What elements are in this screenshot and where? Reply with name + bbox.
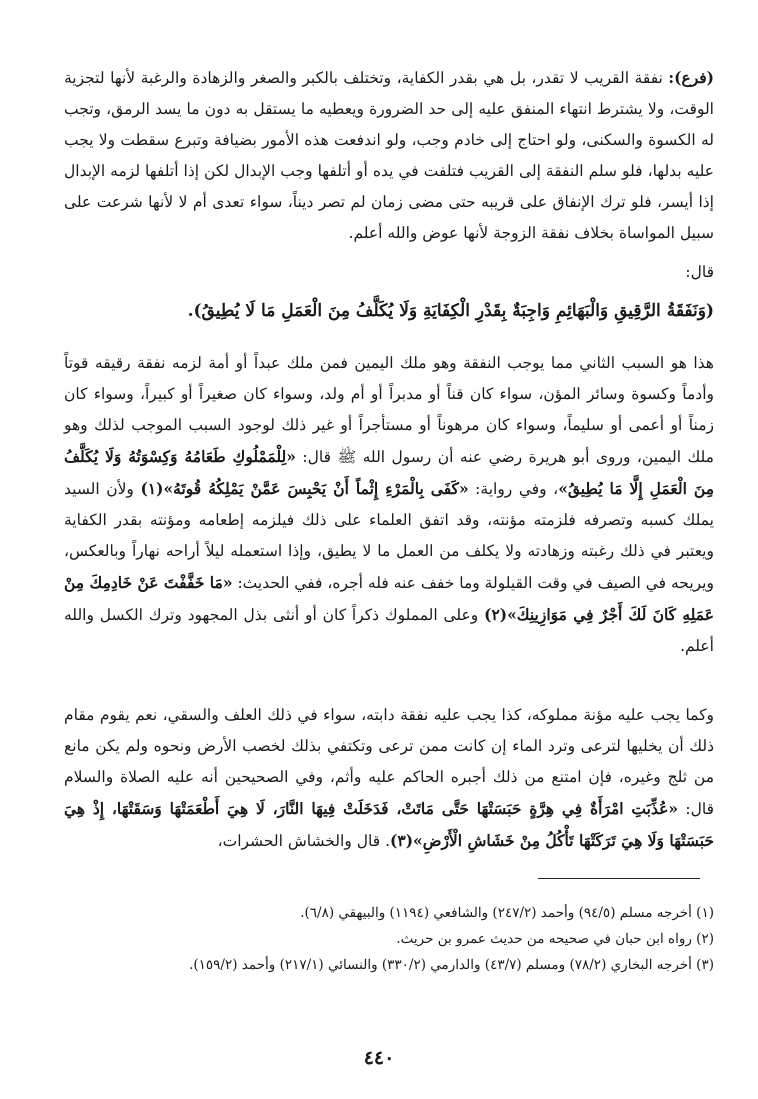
hadith-hirra: «عُذِّبَتِ امْرَأَةٌ فِي هِرَّةٍ حَبَسَتْهَا حَتَّى مَاتَتْ، فَدَخَلَتْ فِيهَا النَّارَ، لَا هِيَ أَطْعَمَتْهَا وَسَقَتْهَا، إِذْ هِيَ حَبَسَتْهَا وَلَا هِيَ تَرَكَتْهَا تَأْكُلُ مِنْ خَشَاشِ الْأَرْضِ»(٣) [64, 799, 714, 850]
hadith-kafa: «كَفَى بِالْمَرْءِ إِثْماً أَنْ يَحْبِسَ عَمَّنْ يَمْلِكُهُ قُوتَهُ»(١) [140, 479, 469, 498]
p2-text-3: ولأن السيد يملك كسبه وتصرفه فلزمته مؤنته، وقد اتفق العلماء على ذلك فيلزمه إطعامه ومؤنته بقدر الكفاية ويعتبر في ذلك رغبته وزهادته ولا يكلف من العمل ما لا يطيق، وإذا استعمله ليلاً أراحه نهاراً وبالعكس، ويريحه في الصيف في وقت القيلولة وما خفف عنه فله أجره، ففي الحديث: [64, 480, 714, 592]
footnote-divider [538, 878, 700, 879]
p2-text-4: وعلى المملوك ذكراً كان أو أنثى بذل المجهود وترك الكسل والله أعلم. [64, 606, 714, 655]
qal-label: قال: [685, 263, 714, 281]
paragraph-animals [64, 700, 714, 857]
footnote-2: (٢) رواه ابن حبان في صحيحه من حديث عمرو بن حريث. [396, 931, 714, 947]
p2-text-2: ، وفي رواية: [468, 480, 559, 498]
p3-text-1: وكما يجب عليه مؤنة مملوكه، كذا يجب عليه نفقة دابته، سواء في ذلك العلف والسقي، نعم يقوم مقام ذلك أن يخليها لترعى وترد الماء إن كانت ممن ترعى وتكتفي بذلك لخصب الأرض ونحوه ولم يكن مانع من ثلج وغيره، فإن امتنع من ذلك أجبره الحاكم عليه وأثم، وفي الصحيحين أنه عليه الصلاة والسلام قال: [64, 706, 714, 818]
matn-verse: (وَنَفَقَةُ الرَّقِيقِ وَالْبَهَائِمِ وَاجِبَةٌ بِقَدْرِ الْكِفَايَةِ وَلَا يُكَلَّفُ مِنَ الْعَمَلِ مَا لَا يُطِيقُ). [187, 301, 714, 321]
paragraph-slaves [64, 348, 714, 662]
far-label: (فرع): [668, 68, 714, 87]
footnote-3: (٣) أخرجه البخاري (٧٨/٢) ومسلم (٤٣/٧) والدارمي (٣٣٠/٢) والنسائي (٢١٧/١) وأحمد (١٥٩/٢). [189, 957, 714, 973]
p2-text-1: هذا هو السبب الثاني مما يوجب النفقة وهو ملك اليمين فمن ملك عبداً أو أمة لزمه نفقة رقيقه قوتاً وأدماً وكسوة وسائر المؤن، سواء كان قناً أو مدبراً أو أم ولد، وسواء كان صغيراً أو كبيراً، وسواء كان زمناً أو أعمى أو سليماً، وسواء كان مرهوناً أو مستأجراً أو غير ذلك لوجود السبب الموجب لذلك وهو ملك اليمين، وروى أبو هريرة رضي عنه أن رسول الله ﷺ قال: [64, 354, 714, 466]
far-text: نفقة القريب لا تقدر، بل هي بقدر الكفاية، وتختلف بالكبر والصغر والزهادة والرغبة لأنها لتجزية الوقت، ولا يشترط انتهاء المنفق عليه إلى حد الضرورة ويعطيه ما يستقل به دون ما يسد الرمق، وتجب له الكسوة والسكنى، ولو احتاج إلى خادم وجب، ولو اندفعت هذه الأمور بضيافة وتبرع سقطت ولا يجب عليه بدلها، فلو سلم النفقة إلى القريب فتلفت في يده أو أتلفها وجب الإبدال لكن إذا أتلفها لزمه الإبدال إذا أيسر، فلو ترك الإنفاق على قريبه حتى مضى زمان لم تصر ديناً، سواء تعدى أم لا لأنها شرعت على سبيل المواساة بخلاف نفقة الزوجة لأنها عوض والله أعلم. [64, 69, 714, 242]
footnote-1: (١) أخرجه مسلم (٩٤/٥) وأحمد (٢٤٧/٢) والشافعي (١١٩٤) والبيهقي (٦/٨). [300, 905, 714, 921]
hadith-khaffafta: «مَا خَفَّفْتَ عَنْ خَادِمِكَ مِنْ عَمَلِهِ كَانَ لَكَ أَجْرٌ فِي مَوَازِينِكَ»(٢) [64, 573, 714, 624]
paragraph-far [64, 62, 714, 249]
hadith-mamluk: «لِلْمَمْلُوكِ طَعَامُهُ وَكِسْوَتُهُ وَلَا يُكَلَّفُ مِنَ الْعَمَلِ إِلَّا مَا يُطِيقُ» [64, 447, 714, 498]
page-number: ٤٤٠ [363, 1047, 395, 1069]
p3-text-2: . قال والخشاش الحشرات، [217, 832, 391, 850]
